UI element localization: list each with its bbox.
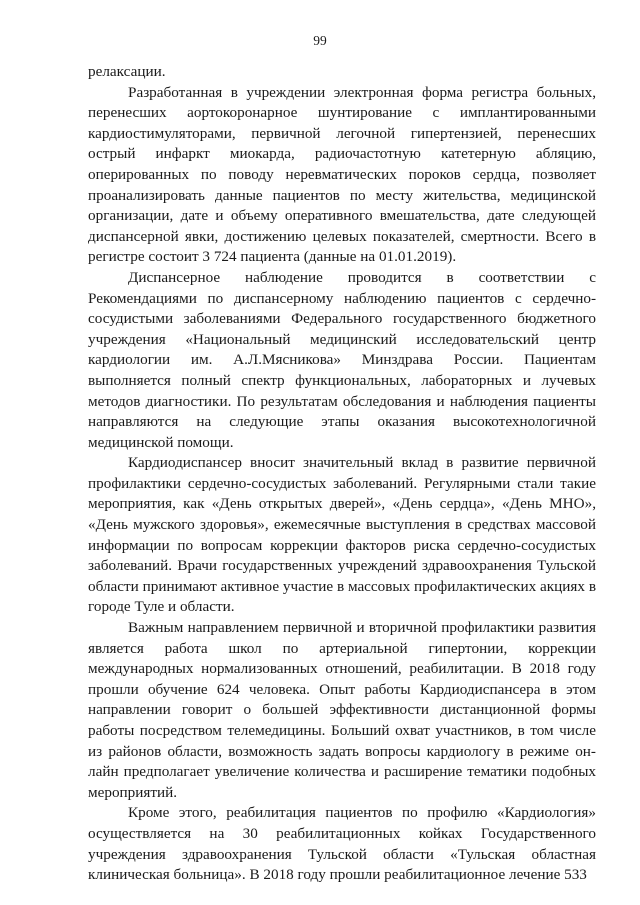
paragraph-registry: Разработанная в учреждении электронная форма регистра больных, перенесших аортокоронарное шунтирование с имплантированными кардиостимуляторами, первичной легочной гипертензией, перенесших острый инфаркт миокарда, радиочастотную катетерную абляцию, оперированных по поводу неревматических пороков сердца, позволяет проанализировать данные пациентов по месту жительства, медицинской организации, дате и объему оперативного вмешательства, дате следующей диспансерной явки, достижению целевых показателей, смертности. Всего в регистре состоит 3 724 пациента (данные на 01.01.2019). xyxy=(88,83,596,266)
paragraph-primary-prevention: Кардиодиспансер вносит значительный вклад в развитие первичной профилактики сердечно-сосудистых заболеваний. Регулярными стали такие мероприятия, как «День открытых дверей», «День сердца», «День МНО», «День мужского здоровья», ежемесячные выступления в средствах массовой информации по вопросам коррекции факторов риска сердечно-сосудистых заболеваний. Врачи государственных учреждений здравоохранения Тульской области принимают активное участие в массовых профилактических акциях в городе Туле и области. xyxy=(88,454,596,616)
paragraph-schools: Важным направлением первичной и вторичной профилактики развития является работа школ по артериальной гипертонии, коррекции международных нормализованных отношений, реабилитации. В 2018 году прошли обучение 624 человека. Опыт работы Кардиодиспансера в этом направлении говорит о большей эффективности дистанционной формы работы посредством телемедицины. Больший охват участников, в том числе из районов области, возможность задать вопросы кардиологу в режиме он-лайн предполагает увеличение количества и расширение тематики подобных мероприятий. xyxy=(88,619,596,801)
paragraph-continuation: релаксации. xyxy=(88,63,166,80)
page-number: 99 xyxy=(313,33,327,48)
paragraph-dispensary-observation: Диспансерное наблюдение проводится в соответствии с Рекомендациями по диспансерному наблюдению пациентов с сердечно-сосудистыми заболеваниями Федерального государственного бюджетного учреждения «Национальный медицинский исследовательский центр кардиологии им. А.Л.Мясникова» Минздрава России. Пациентам выполняется полный спектр функциональных, лабораторных и лучевых методов диагностики. По результатам обследования и наблюдения пациенты направляются на следующие этапы оказания высокотехнологичной медицинской помощи. xyxy=(88,268,596,451)
document-body xyxy=(88,62,596,886)
paragraph-rehabilitation: Кроме этого, реабилитация пациентов по профилю «Кардиология» осуществляется на 30 реабилитационных койках Государственного учреждения здравоохранения Тульской области «Тульская областная клиническая больница». В 2018 году прошли реабилитационное лечение 533 xyxy=(88,804,596,884)
